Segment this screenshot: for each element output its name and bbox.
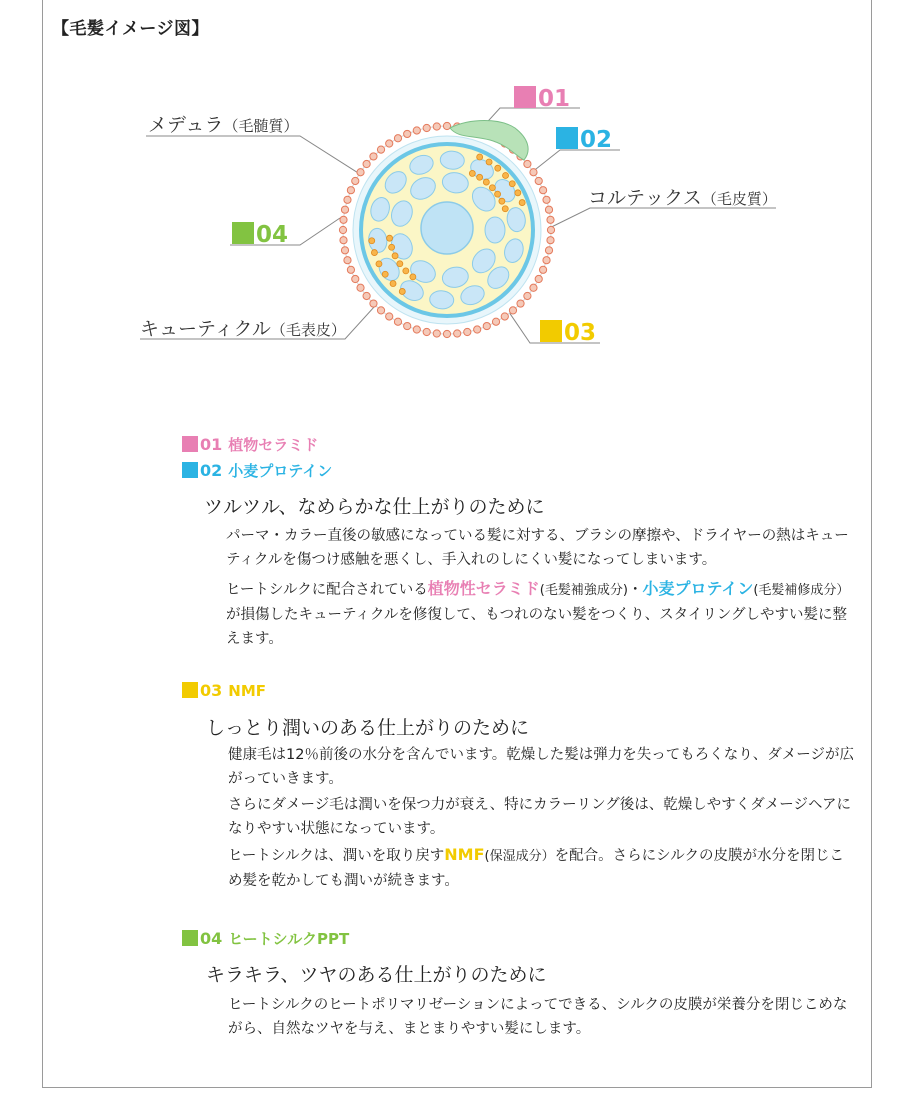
yellow-square-icon xyxy=(182,682,198,698)
cuticle-bead xyxy=(474,326,481,333)
cuticle-bead xyxy=(547,226,554,233)
cuticle-bead xyxy=(341,247,348,254)
green-square-icon xyxy=(232,222,254,244)
nmf-dot xyxy=(397,261,403,267)
nmf-dot xyxy=(371,250,377,256)
cuticle-bead xyxy=(530,284,537,291)
cuticle-bead xyxy=(377,307,384,314)
cuticle-bead xyxy=(413,326,420,333)
cuticle-bead xyxy=(394,135,401,142)
nmf-dot xyxy=(376,261,382,267)
nmf-dot xyxy=(499,198,505,204)
nmf-dot xyxy=(519,200,525,206)
nmf-dot xyxy=(477,174,483,180)
section-3-paragraph-1: 健康毛は12％前後の水分を含んでいます。乾燥した髪は弾力を失ってもろくなり、ダメージが広がっていきます。 xyxy=(228,747,854,787)
cuticle-bead xyxy=(357,169,364,176)
cuticle-bead xyxy=(539,187,546,194)
cuticle-bead xyxy=(352,177,359,184)
tag-01: 01 xyxy=(514,86,570,111)
nmf-dot xyxy=(509,181,515,187)
cortex-cell xyxy=(485,217,505,243)
medulla-label: メデュラ（毛髄質） xyxy=(148,114,299,136)
cuticle-bead xyxy=(413,127,420,134)
cuticle-bead xyxy=(547,216,554,223)
nmf-dot xyxy=(410,274,416,280)
cuticle-bead xyxy=(433,123,440,130)
section-02-label: 02 小麦プロテイン xyxy=(182,462,332,479)
cuticle-bead xyxy=(352,275,359,282)
cuticle-bead xyxy=(454,330,461,337)
cuticle-bead xyxy=(545,247,552,254)
cuticle-bead xyxy=(423,124,430,131)
cuticle-bead xyxy=(341,206,348,213)
cuticle-bead xyxy=(547,237,554,244)
nmf-dot xyxy=(486,159,492,165)
nmf-dot xyxy=(483,179,489,185)
cuticle-bead xyxy=(423,328,430,335)
nmf-dot xyxy=(369,238,375,244)
pink-square-icon xyxy=(182,436,198,452)
page-title: 【毛髪イメージ図】 xyxy=(52,19,209,39)
section-4-paragraph-1: ヒートシルクのヒートポリマリゼーションによってできる、シルクの皮膜が栄養分を閉じこめながら、自然なツヤを与え、まとまりやすい髪にします。 xyxy=(228,997,848,1037)
cuticle-bead xyxy=(535,177,542,184)
cuticle-bead xyxy=(443,330,450,337)
tag-02: 02 xyxy=(556,127,612,152)
cuticle-bead xyxy=(347,266,354,273)
cuticle-bead xyxy=(404,322,411,329)
nmf-dot xyxy=(399,288,405,294)
nmf-dot xyxy=(515,190,521,196)
cuticle-bead xyxy=(483,322,490,329)
nmf-dot xyxy=(387,235,393,241)
tag-04: 04 xyxy=(232,222,288,247)
nmf-dot xyxy=(489,185,495,191)
section-1-paragraph-2: ヒートシルクに配合されている植物性セラミド(毛髪補強成分)・小麦プロテイン(毛髪補修成分）が損傷したキューティクルを修復して、もつれのない髪をつくり、スタイリングしやすい髪に整えます。 xyxy=(226,579,850,647)
cuticle-label: キューティクル（毛表皮） xyxy=(140,318,346,340)
cuticle-bead xyxy=(517,300,524,307)
cuticle-bead xyxy=(464,328,471,335)
cuticle-bead xyxy=(357,284,364,291)
cuticle-bead xyxy=(394,318,401,325)
section-04-label: 04 ヒートシルクPPT xyxy=(182,930,349,947)
nmf-dot xyxy=(495,191,501,197)
medulla-core xyxy=(421,202,473,254)
section-3-heading: しっとり潤いのある仕上がりのために xyxy=(206,717,530,739)
cuticle-bead xyxy=(539,266,546,273)
cuticle-bead xyxy=(377,146,384,153)
cuticle-bead xyxy=(443,122,450,129)
yellow-square-icon xyxy=(540,320,562,342)
cuticle-bead xyxy=(386,140,393,147)
cuticle-bead xyxy=(370,300,377,307)
nmf-dot xyxy=(503,172,509,178)
cuticle-bead xyxy=(543,257,550,264)
blue-square-icon xyxy=(556,127,578,149)
pink-square-icon xyxy=(514,86,536,108)
nmf-dot xyxy=(469,170,475,176)
cuticle-bead xyxy=(347,187,354,194)
nmf-dot xyxy=(477,154,483,160)
cuticle-bead xyxy=(370,153,377,160)
section-3-paragraph-2: さらにダメージ毛は潤いを保つ力が衰え、特にカラーリング後は、乾燥しやすくダメージヘアになりやすい状態になっています。 xyxy=(228,797,852,837)
cuticle-bead xyxy=(340,216,347,223)
cuticle-bead xyxy=(340,237,347,244)
cortex-label: コルテックス（毛皮質） xyxy=(588,187,777,209)
nmf-dot xyxy=(502,206,508,212)
nmf-dot xyxy=(390,281,396,287)
nmf-dot xyxy=(392,253,398,259)
cuticle-bead xyxy=(501,313,508,320)
cuticle-bead xyxy=(339,226,346,233)
cuticle-bead xyxy=(543,196,550,203)
green-square-icon xyxy=(182,930,198,946)
cortex-leader xyxy=(525,208,776,240)
cuticle-bead xyxy=(344,196,351,203)
cuticle-bead xyxy=(545,206,552,213)
cuticle-bead xyxy=(344,257,351,264)
cuticle-bead xyxy=(433,330,440,337)
tag-03: 03 xyxy=(540,320,596,345)
cuticle-bead xyxy=(386,313,393,320)
section-03-label: 03 NMF xyxy=(182,682,266,699)
section-01-label: 01 植物セラミド xyxy=(182,436,318,453)
cuticle-bead xyxy=(363,160,370,167)
cuticle-bead xyxy=(404,130,411,137)
cuticle-bead xyxy=(509,307,516,314)
section-1-paragraph-1: パーマ・カラー直後の敏感になっている髪に対する、ブラシの摩擦や、ドライヤーの熱はキューティクルを傷つけ感触を悪くし、手入れのしにくい髪になってしまいます。 xyxy=(226,528,849,568)
cuticle-bead xyxy=(524,160,531,167)
section-1-heading: ツルツル、なめらかな仕上がりのために xyxy=(204,496,545,518)
cuticle-bead xyxy=(530,169,537,176)
section-3-paragraph-3: ヒートシルクは、潤いを取り戻すNMF(保湿成分）を配合。さらにシルクの皮膜が水分を閉じこめ髪を乾かしても潤いが続きます。 xyxy=(228,845,844,889)
cuticle-bead xyxy=(524,292,531,299)
cuticle-bead xyxy=(535,275,542,282)
cuticle-bead xyxy=(363,292,370,299)
cuticle-bead xyxy=(492,318,499,325)
nmf-dot xyxy=(389,244,395,250)
nmf-dot xyxy=(382,271,388,277)
section-4-heading: キラキラ、ツヤのある仕上がりのために xyxy=(206,964,547,986)
nmf-dot xyxy=(403,268,409,274)
blue-square-icon xyxy=(182,462,198,478)
nmf-dot xyxy=(495,165,501,171)
